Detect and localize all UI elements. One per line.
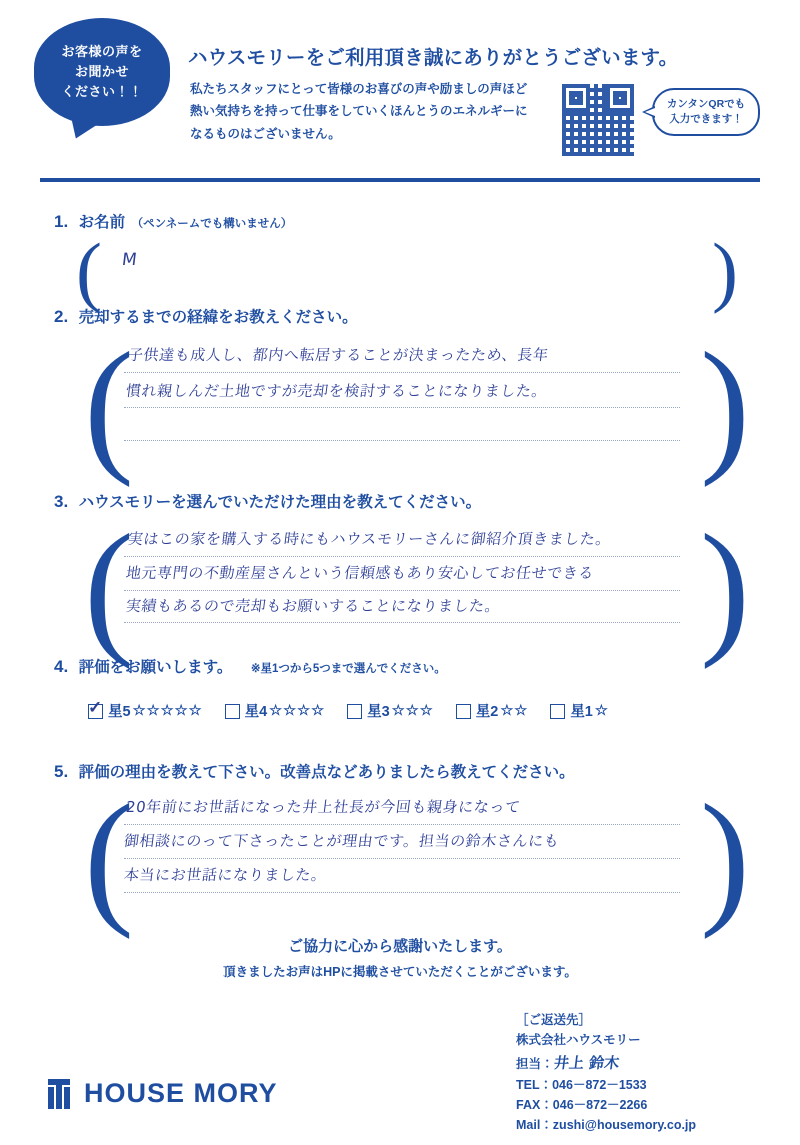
answer-5-line-2: 御相談にのって下さったことが理由です。担当の鈴木さんにも: [122, 832, 561, 850]
contact-company: 株式会社ハウスモリー: [516, 1033, 641, 1048]
question-1-sub: （ペンネームでも構いません）: [131, 218, 293, 230]
header-message-line-1: 私たちスタッフにとって皆様のお喜びの声や励ましの声ほど: [190, 82, 528, 96]
question-1-text: お名前: [78, 214, 126, 231]
contact-person: [516, 1051, 696, 1075]
ruled-line: [124, 622, 680, 623]
answer-1-line-1: M: [120, 250, 139, 270]
question-2-number: 2.: [54, 307, 69, 326]
rating-stars-4: ☆☆☆☆: [269, 702, 326, 719]
answer-2-line-2: 慣れ親しんだ土地ですが売却を検討することになりました。: [124, 382, 549, 400]
paren-close-1: ): [712, 227, 738, 314]
rating-stars-2: ☆☆: [500, 702, 529, 719]
rating-option-5[interactable]: [88, 700, 203, 721]
rating-stars-1: ☆: [594, 702, 609, 719]
checkbox-star3[interactable]: [347, 704, 362, 719]
paren-open-2: (: [84, 322, 134, 488]
header-message-line-2: 熱い気持ちを持って仕事をしていくほんとうのエネルギーに: [190, 104, 528, 119]
question-2-text: 売却するまでの経緯をお教えください。: [78, 309, 358, 326]
rating-stars-3: ☆☆☆: [391, 702, 434, 719]
qr-hint-line-1: カンタンQRでも: [666, 97, 746, 110]
answer-5-line-1: 20年前にお世話になった井上社長が今回も親身になって: [124, 798, 522, 816]
bubble-line-2: お聞かせ: [74, 63, 129, 79]
ruled-line: [124, 440, 680, 441]
ruled-line: [124, 892, 680, 893]
contact-fax: FAX：046－872－2266: [516, 1098, 648, 1113]
paren-open-3: (: [84, 504, 134, 670]
question-3-text: ハウスモリーを選んでいただけた理由を教えてください。: [78, 494, 482, 511]
bubble-line-1: お客様の声を: [61, 43, 143, 59]
contact-person-value: 井上 鈴木: [552, 1053, 620, 1072]
bubble-tail: [66, 115, 102, 143]
rating-options: [88, 700, 748, 721]
ruled-line: [124, 824, 680, 825]
question-4-text: 評価をお願いします。: [78, 659, 233, 676]
customer-voice-bubble: [34, 18, 170, 126]
rating-label-5: 星5: [108, 704, 131, 720]
contact-block: [516, 1010, 696, 1136]
ruled-line: [124, 590, 680, 591]
rating-option-2[interactable]: [456, 700, 529, 721]
question-4-sub: ※星1つから5つまで選んでください。: [250, 663, 446, 675]
checkbox-star2[interactable]: [456, 704, 471, 719]
question-3-number: 3.: [54, 492, 69, 511]
logo-text: HOUSE MORY: [84, 1078, 278, 1108]
answer-3-line-3: 実績もあるので売却もお願いすることになりました。: [124, 597, 502, 615]
bubble-line-3: ください！！: [61, 84, 143, 100]
checkbox-star4[interactable]: [225, 704, 240, 719]
ruled-line: [124, 556, 680, 557]
contact-title: ［ご返送先］: [516, 1013, 592, 1027]
company-logo: [48, 1078, 278, 1109]
paren-open-1: (: [76, 227, 102, 314]
rating-option-4[interactable]: [225, 700, 326, 721]
rating-option-3[interactable]: [347, 700, 434, 721]
header-message-line-3: なるものはございません。: [190, 126, 341, 141]
rating-label-3: 星3: [367, 704, 390, 720]
rating-label-4: 星4: [244, 704, 268, 720]
ruled-line: [124, 372, 680, 373]
answer-2-line-1: 子供達も成人し、都内へ転居することが決まったため、長年: [126, 346, 550, 364]
paren-close-2: ): [700, 322, 750, 488]
answer-3-line-2: 地元専門の不動産屋さんという信頼感もあり安心してお任せできる: [124, 564, 596, 582]
answer-3-line-1: 実はこの家を購入する時にもハウスモリーさんに御紹介頂きました。: [126, 530, 613, 548]
qr-hint-bubble: [652, 88, 760, 136]
question-5-number: 5.: [54, 762, 69, 781]
qr-bubble-tail: [642, 106, 655, 118]
contact-tel: TEL：046－872－1533: [516, 1077, 647, 1092]
paren-open-5: (: [84, 774, 134, 940]
contact-person-label: 担当：: [516, 1056, 554, 1071]
thanks-sub: 頂きましたお声はHPに掲載させていただくことがございます。: [223, 965, 577, 979]
question-1-number: 1.: [54, 212, 69, 231]
qr-code-icon[interactable]: [562, 84, 634, 156]
checkbox-star5[interactable]: [88, 704, 103, 719]
rating-stars-5: ☆☆☆☆☆: [132, 702, 203, 719]
question-4: [54, 655, 446, 677]
thanks-main: ご協力に心から感謝いたします。: [288, 938, 512, 955]
header-message: [190, 78, 550, 145]
page-title: ハウスモリーをご利用頂き誠にありがとうございます。: [188, 47, 679, 69]
answer-5-line-3: 本当にお世話になりました。: [122, 866, 328, 884]
paren-close-3: ): [700, 504, 750, 670]
contact-mail[interactable]: Mail：zushi@housemory.co.jp: [516, 1118, 697, 1133]
header-divider: [40, 178, 760, 182]
ruled-line: [124, 407, 680, 408]
question-4-number: 4.: [54, 657, 69, 676]
paren-close-5: ): [700, 774, 750, 940]
ruled-line: [124, 858, 680, 859]
checkbox-star1[interactable]: [550, 704, 565, 719]
rating-label-1: 星1: [570, 704, 593, 720]
qr-hint-line-2: 入力できます！: [669, 113, 743, 125]
rating-option-1[interactable]: [550, 700, 609, 721]
rating-label-2: 星2: [475, 704, 499, 720]
question-5-text: 評価の理由を教えて下さい。改善点などありましたら教えてください。: [78, 764, 575, 781]
house-icon: [48, 1079, 74, 1109]
